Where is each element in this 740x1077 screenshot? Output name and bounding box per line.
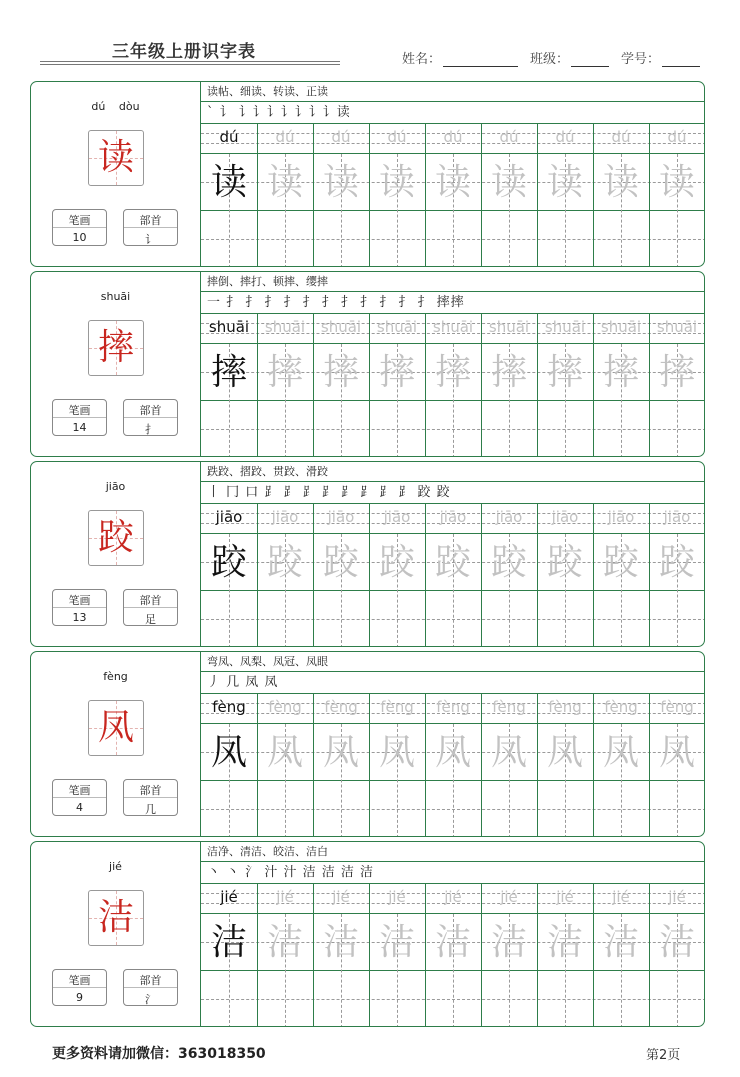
radical-label: 部首 [139, 214, 162, 227]
pinyin-cell: fèng [268, 698, 302, 716]
trace-char-cell: 读 [602, 162, 639, 203]
class-field [530, 48, 609, 67]
trace-char-cell: 凤 [546, 732, 583, 773]
trace-char-cell: 洁 [266, 922, 303, 963]
example-words: 读帖、细读、转读、正读 [201, 82, 705, 102]
trace-char-cell: 凤 [210, 732, 247, 773]
radical-value: 几 [145, 803, 156, 816]
pinyin-cell: jié [500, 888, 518, 906]
trace-char-cell: 摔 [658, 352, 695, 393]
character-card [30, 651, 705, 837]
character-pinyin: jié [109, 860, 122, 873]
trace-char-cell: 读 [266, 162, 303, 203]
character-box [88, 890, 144, 946]
pinyin-cell: dú [499, 128, 519, 146]
character-box [88, 320, 144, 376]
stroke-count-label: 笔画 [68, 404, 91, 417]
pinyin-cell: fèng [380, 698, 414, 716]
number-label: 学号： [621, 52, 661, 67]
writing-grid [201, 694, 705, 837]
character-info-panel [31, 652, 200, 836]
radical-box [123, 589, 178, 626]
radical-value: 扌 [145, 423, 156, 436]
trace-char-cell: 洁 [490, 922, 527, 963]
trace-char-cell: 凤 [602, 732, 639, 773]
character-pinyin: shuāi [100, 290, 131, 303]
trace-char-cell: 读 [434, 162, 471, 203]
number-blank[interactable] [662, 53, 700, 67]
trace-char-cell: 洁 [658, 922, 695, 963]
pinyin-cell: jié [332, 888, 350, 906]
trace-char-cell: 读 [490, 162, 527, 203]
pinyin-cell: jiāo [271, 508, 299, 526]
trace-char-cell: 跤 [322, 542, 359, 583]
character-info-panel [31, 842, 200, 1026]
trace-char-cell: 摔 [322, 352, 359, 393]
trace-char-cell: 读 [210, 162, 247, 203]
writing-grid [201, 314, 705, 457]
radical-label: 部首 [139, 594, 162, 607]
writing-grid [201, 504, 705, 647]
stroke-order: 一 扌 扌 扌 扌 扌 扌 扌 扌 扌 扌 扌 摔摔 [201, 292, 705, 314]
trace-char-cell: 跤 [378, 542, 415, 583]
character-box [88, 130, 144, 186]
stroke-order: 丶 丶 氵 汁 汁 洁 洁 洁 洁 [201, 862, 705, 884]
trace-char-cell: 摔 [434, 352, 471, 393]
trace-char-cell: 摔 [210, 352, 247, 393]
practice-panel [200, 272, 705, 456]
pinyin-cell: dú [275, 128, 295, 146]
pinyin-cell: shuāi [376, 318, 418, 336]
title-underline [40, 61, 340, 62]
class-blank[interactable] [571, 53, 609, 67]
character-card [30, 81, 705, 267]
trace-char-cell: 跤 [658, 542, 695, 583]
character-pinyin: fèng [103, 670, 128, 683]
radical-label: 部首 [139, 974, 162, 987]
character-pinyin: dú dòu [91, 100, 140, 113]
character-glyph: 读 [97, 137, 134, 178]
radical-label: 部首 [139, 404, 162, 417]
stroke-count-box [52, 779, 107, 816]
stroke-order: ` 讠 讠讠讠讠讠讠讠读 [201, 102, 705, 124]
trace-char-cell: 凤 [490, 732, 527, 773]
stroke-count-value: 14 [72, 421, 87, 434]
trace-char-cell: 摔 [378, 352, 415, 393]
stroke-count-box [52, 589, 107, 626]
stroke-count-label: 笔画 [68, 784, 91, 797]
pinyin-cell: fèng [548, 698, 582, 716]
trace-char-cell: 跤 [602, 542, 639, 583]
character-card [30, 841, 705, 1027]
pinyin-cell: shuāi [432, 318, 474, 336]
pinyin-cell: jiāo [327, 508, 355, 526]
stroke-order: 丨 冂 口 ⻊ ⻊ ⻊ ⻊ ⻊ ⻊ ⻊ ⻊ 跤 跤 [201, 482, 705, 504]
practice-panel [200, 842, 705, 1026]
trace-char-cell: 跤 [546, 542, 583, 583]
pinyin-cell: shuāi [208, 318, 250, 336]
pinyin-cell: shuāi [264, 318, 306, 336]
footer-contact: 更多资料请加微信：363018350 [52, 1046, 266, 1062]
pinyin-cell: dú [387, 128, 407, 146]
stroke-count-value: 13 [72, 611, 87, 624]
trace-char-cell: 凤 [378, 732, 415, 773]
pinyin-cell: fèng [212, 698, 246, 716]
pinyin-cell: fèng [436, 698, 470, 716]
radical-value: 氵 [145, 993, 156, 1006]
pinyin-cell: jié [388, 888, 406, 906]
character-info-panel [31, 82, 200, 266]
trace-char-cell: 凤 [434, 732, 471, 773]
example-words: 跌跤、摺跤、贯跤、滑跤 [201, 462, 705, 482]
trace-char-cell: 摔 [602, 352, 639, 393]
page-title: 三年级上册识字表 [112, 42, 256, 62]
pinyin-cell: jiāo [439, 508, 467, 526]
pinyin-cell: fèng [660, 698, 694, 716]
trace-char-cell: 洁 [434, 922, 471, 963]
trace-char-cell: 凤 [658, 732, 695, 773]
trace-char-cell: 洁 [210, 922, 247, 963]
character-glyph: 跤 [97, 517, 134, 558]
trace-char-cell: 读 [322, 162, 359, 203]
trace-char-cell: 跤 [266, 542, 303, 583]
pinyin-cell: fèng [324, 698, 358, 716]
pinyin-cell: dú [443, 128, 463, 146]
trace-char-cell: 摔 [490, 352, 527, 393]
pinyin-cell: shuāi [488, 318, 530, 336]
pinyin-cell: jiāo [607, 508, 635, 526]
trace-char-cell: 洁 [378, 922, 415, 963]
pinyin-cell: shuāi [320, 318, 362, 336]
name-blank[interactable] [443, 53, 518, 67]
page-header [0, 0, 740, 78]
stroke-count-label: 笔画 [68, 214, 91, 227]
writing-grid [201, 124, 705, 267]
practice-panel [200, 82, 705, 266]
pinyin-cell: shuāi [600, 318, 642, 336]
pinyin-cell: jié [220, 888, 238, 906]
pinyin-cell: fèng [604, 698, 638, 716]
stroke-count-box [52, 969, 107, 1006]
example-words: 摔倒、摔打、顿摔、缨摔 [201, 272, 705, 292]
name-field [402, 48, 518, 67]
stroke-count-label: 笔画 [68, 594, 91, 607]
pinyin-cell: dú [667, 128, 687, 146]
class-label: 班级： [530, 52, 570, 67]
character-card [30, 271, 705, 457]
student-number-field [621, 48, 700, 67]
trace-char-cell: 跤 [210, 542, 247, 583]
pinyin-cell: dú [331, 128, 351, 146]
stroke-count-label: 笔画 [68, 974, 91, 987]
trace-char-cell: 读 [546, 162, 583, 203]
pinyin-cell: jié [276, 888, 294, 906]
radical-box [123, 969, 178, 1006]
pinyin-cell: jiāo [551, 508, 579, 526]
pinyin-cell: jiāo [215, 508, 243, 526]
pinyin-cell: jiāo [663, 508, 691, 526]
example-words: 弯凤、凤梨、凤冠、凤眼 [201, 652, 705, 672]
trace-char-cell: 凤 [322, 732, 359, 773]
trace-char-cell: 凤 [266, 732, 303, 773]
trace-char-cell: 摔 [266, 352, 303, 393]
character-pinyin: jiāo [105, 480, 126, 493]
radical-value: 讠 [145, 233, 156, 246]
radical-value: 足 [145, 613, 156, 626]
practice-panel [200, 652, 705, 836]
pinyin-cell: jiāo [383, 508, 411, 526]
writing-grid [201, 884, 705, 1027]
pinyin-cell: jié [668, 888, 686, 906]
pinyin-cell: jié [612, 888, 630, 906]
trace-char-cell: 读 [658, 162, 695, 203]
character-glyph: 摔 [97, 327, 134, 368]
trace-char-cell: 跤 [490, 542, 527, 583]
pinyin-cell: jié [556, 888, 574, 906]
character-glyph: 洁 [97, 897, 134, 938]
character-info-panel [31, 462, 200, 646]
pinyin-cell: shuāi [656, 318, 698, 336]
stroke-count-box [52, 209, 107, 246]
radical-label: 部首 [139, 784, 162, 797]
trace-char-cell: 摔 [546, 352, 583, 393]
pinyin-cell: dú [611, 128, 631, 146]
stroke-count-value: 9 [76, 991, 83, 1004]
practice-panel [200, 462, 705, 646]
radical-box [123, 779, 178, 816]
trace-char-cell: 洁 [546, 922, 583, 963]
page-number: 第2页 [646, 1048, 681, 1063]
trace-char-cell: 洁 [602, 922, 639, 963]
character-glyph: 凤 [97, 707, 134, 748]
trace-char-cell: 洁 [322, 922, 359, 963]
pinyin-cell: dú [219, 128, 239, 146]
pinyin-cell: shuāi [544, 318, 586, 336]
radical-box [123, 209, 178, 246]
radical-box [123, 399, 178, 436]
trace-char-cell: 读 [378, 162, 415, 203]
stroke-order: 丿 几 凤 凤 [201, 672, 705, 694]
character-card [30, 461, 705, 647]
trace-char-cell: 跤 [434, 542, 471, 583]
stroke-count-value: 4 [76, 801, 83, 814]
pinyin-cell: jié [444, 888, 462, 906]
name-label: 姓名： [402, 52, 442, 67]
pinyin-cell: dú [555, 128, 575, 146]
character-box [88, 510, 144, 566]
example-words: 洁净、清洁、皎洁、洁白 [201, 842, 705, 862]
pinyin-cell: jiāo [495, 508, 523, 526]
character-box [88, 700, 144, 756]
stroke-count-box [52, 399, 107, 436]
character-info-panel [31, 272, 200, 456]
pinyin-cell: fèng [492, 698, 526, 716]
title-underline [40, 64, 340, 65]
stroke-count-value: 10 [72, 231, 87, 244]
